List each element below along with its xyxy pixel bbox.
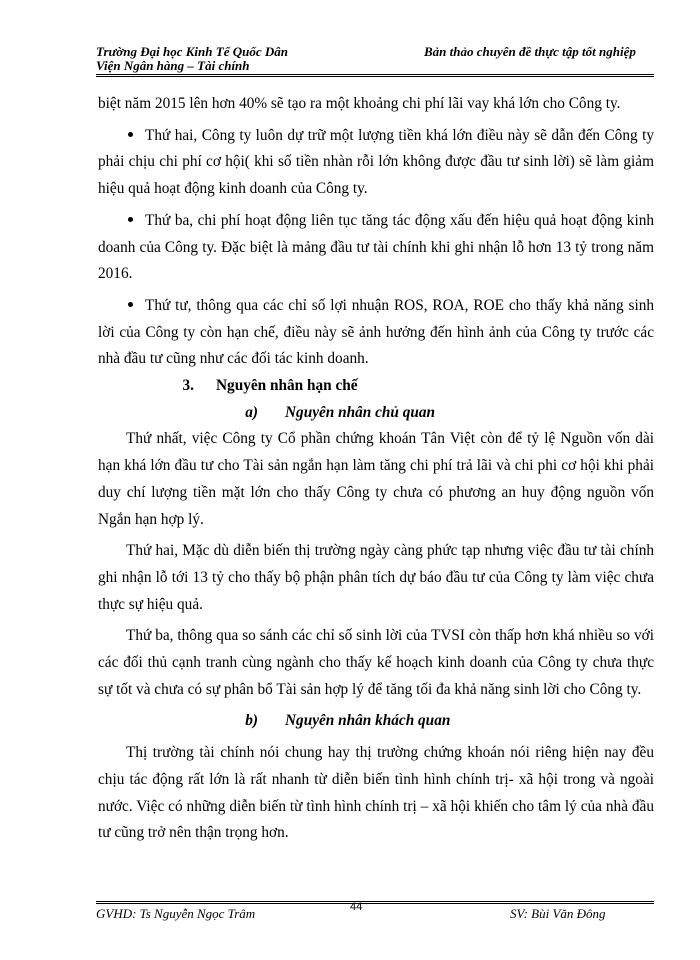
bullet-text: Thứ tư, thông qua các chỉ số lợi nhuận ROS, ROA, ROE cho thấy khả năng sinh lời của Công ty còn hạn chế, điều này sẽ ảnh hưởng đến hình ảnh của Công ty trước các nhà đầu tư cũng như các đối tác kinh doanh. <box>98 296 654 368</box>
bullet-dot-icon <box>128 217 133 222</box>
subsection-heading-b <box>98 708 654 735</box>
subsection-heading-a <box>98 400 654 427</box>
bullet-dot-icon <box>128 132 133 137</box>
bullet-item <box>98 208 654 288</box>
paragraph: Thứ ba, thông qua so sánh các chỉ số sinh lời của TVSI còn thấp hơn khá nhiều so với các đối thủ cạnh tranh cùng ngành cho thấy kế hoạch kinh doanh của Công ty chưa thực sự tốt và chưa có sự phân bổ Tài sản hợp lý để tăng tối đa khả năng sinh lời cho Công ty. <box>98 627 654 698</box>
header-rule <box>96 74 654 79</box>
section-heading <box>98 373 654 400</box>
footer-student: SV: Bùi Văn Đông <box>510 906 606 921</box>
footer-advisor: GVHD: Ts Nguyễn Ngọc Trâm <box>96 906 256 921</box>
section-title: Nguyên nhân hạn chế <box>216 377 358 395</box>
header-school: Trường Đại học Kinh Tế Quốc Dân <box>96 44 288 59</box>
bullet-dot-icon <box>128 302 133 307</box>
header-doc-title: Bản thảo chuyên đề thực tập tốt nghiệp <box>424 44 636 59</box>
bullet-item <box>98 293 654 373</box>
subsection-title: Nguyên nhân khách quan <box>285 712 451 730</box>
paragraph-continued: biệt năm 2015 lên hơn 40% sẽ tạo ra một khoảng chi phí lãi vay khá lớn cho Công ty. <box>98 95 621 112</box>
header-institute: Viện Ngân hàng – Tài chính <box>96 58 250 73</box>
bullet-text: Thứ ba, chi phí hoạt động liên tục tăng tác động xấu đến hiệu quả hoạt động kinh doanh của Công ty. Đặc biệt là mảng đầu tư tài chính khi ghi nhận lỗ hơn 13 tỷ trong năm 2016. <box>98 211 654 283</box>
paragraph: Thị trường tài chính nói chung hay thị trường chứng khoán nói riêng hiện nay đều chịu tác động rất lớn là rất nhanh từ diễn biến tình hình chính trị- xã hội trong và ngoài nước. Việc có những diễn biến từ tình hình chính trị – xã hội khiến cho tâm lý của nhà đầu tư cũng trở nên thận trọng hơn. <box>98 744 654 842</box>
bullet-text: Thứ hai, Công ty luôn dự trữ một lượng tiền khá lớn điều này sẽ dẫn đến Công ty phải chịu chi phí cơ hội( khi số tiền nhàn rỗi lớn không được đầu tư sinh lời) sẽ làm giảm hiệu quả hoạt động kinh doanh của Công ty. <box>98 126 654 198</box>
paragraph: Thứ nhất, việc Công ty Cổ phần chứng khoán Tân Việt còn để tỷ lệ Nguồn vốn dài hạn khá lớn đầu tư cho Tài sản ngắn hạn làm tăng chi phí trả lãi và chi phi cơ hội khi phải duy chí lượng tiền mặt lớn cho thấy Công ty chưa có phương an huy động nguồn vốn Ngắn hạn hợp lý. <box>98 430 654 528</box>
paragraph: Thứ hai, Mặc dù diễn biến thị trường ngày càng phức tạp nhưng việc đầu tư tài chính ghi nhận lỗ tới 13 tỷ cho thấy bộ phận phân tích dự báo đầu tư của Công ty làm việc chưa thực sự hiệu quả. <box>98 542 654 613</box>
page-body <box>98 91 654 847</box>
subsection-title: Nguyên nhân chủ quan <box>285 403 436 421</box>
subsection-number: b) <box>245 712 258 730</box>
bullet-item <box>98 123 654 203</box>
section-number: 3. <box>182 377 194 395</box>
page-number: 44 <box>350 901 363 913</box>
subsection-number: a) <box>245 403 258 421</box>
